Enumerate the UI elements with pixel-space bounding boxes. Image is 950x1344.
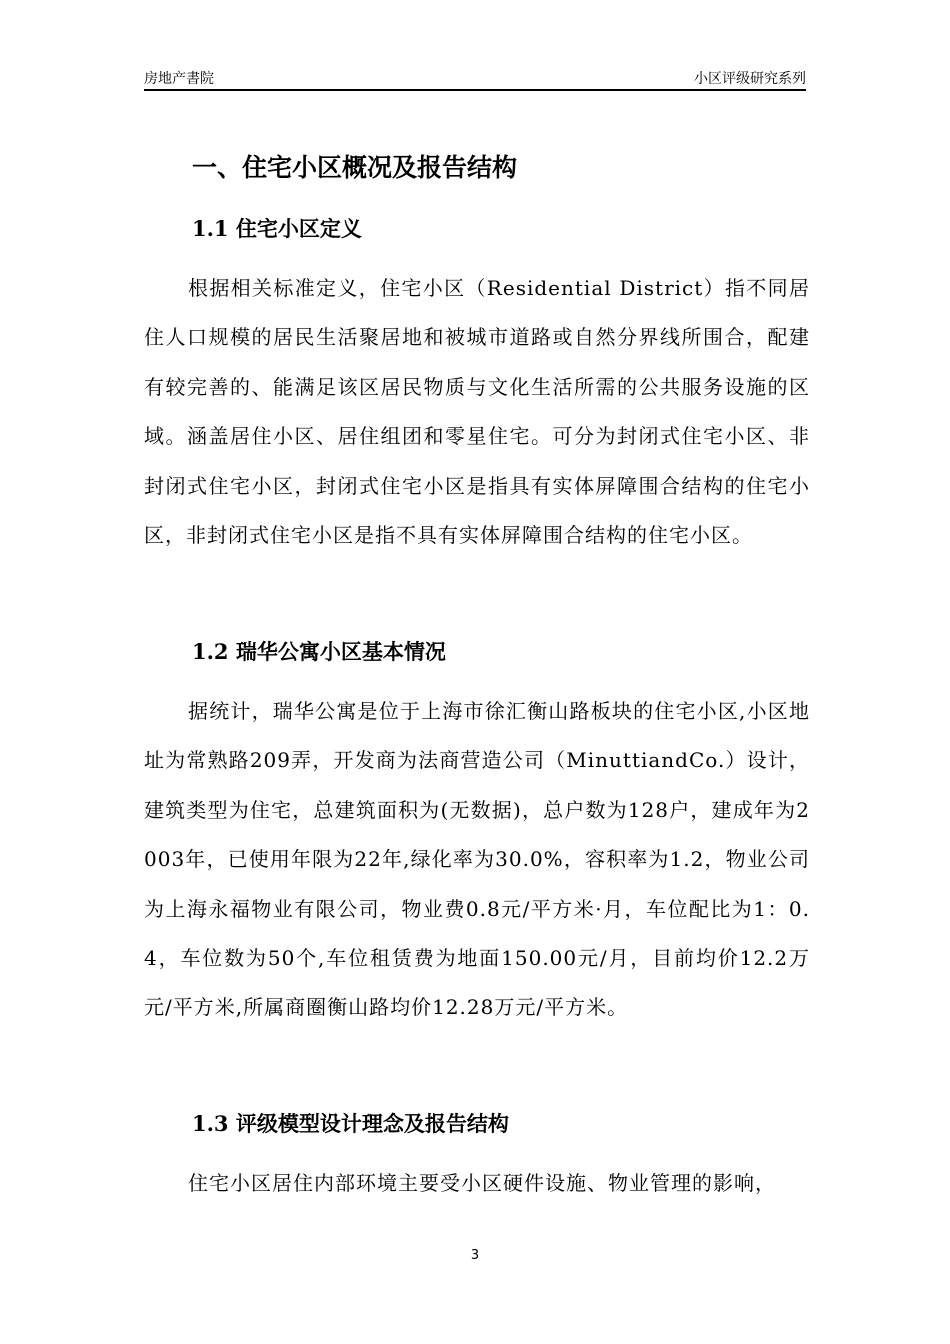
subsection-heading-1-2: 1.2 瑞华公寓小区基本情况 [192,639,446,664]
subsection-heading-1-1: 1.1 住宅小区定义 [192,216,362,241]
subsection-heading-1-3: 1.3 评级模型设计理念及报告结构 [192,1111,509,1136]
page-header [144,64,806,90]
header-divider [144,89,806,91]
paragraph-definition: 根据相关标准定义，住宅小区（Residential District）指不同居住人口规模的居民生活聚居地和被城市道路或自然分界线所围合，配建有较完善的、能满足该区居民物质与文化生活所需的公共服务设施的区域。涵盖居住小区、居住组团和零星住宅。可分为封闭式住宅小区、非封闭式住宅小区，封闭式住宅小区是指具有实体屏障围合结构的住宅小区，非封闭式住宅小区是指不具有实体屏障围合结构的住宅小区。 [144,276,810,548]
paragraph-model-design: 住宅小区居住内部环境主要受小区硬件设施、物业管理的影响， [188,1171,776,1195]
page-number: 3 [470,1248,480,1263]
paragraph-basic-info: 据统计，瑞华公寓是位于上海市徐汇衡山路板块的住宅小区,小区地址为常熟路209弄，开发商为法商营造公司（MinuttiandCo.）设计，建筑类型为住宅，总建筑面积为(无数据)，总户数为128户，建成年为2003年，已使用年限为22年,绿化率为30.0%，容积率为1.2，物业公司为上海永福物业有限公司，物业费0.8元/平方米·月，车位配比为1：0.4，车位数为50个,车位租赁费为地面150.00元/月，目前均价12.2万元/平方米,所属商圈衡山路均价12.28万元/平方米。 [144,699,810,1020]
header-series-title: 小区评级研究系列 [694,71,806,87]
header-publisher: 房地产書院 [144,71,214,87]
section-heading: 一、住宅小区概况及报告结构 [192,153,518,182]
